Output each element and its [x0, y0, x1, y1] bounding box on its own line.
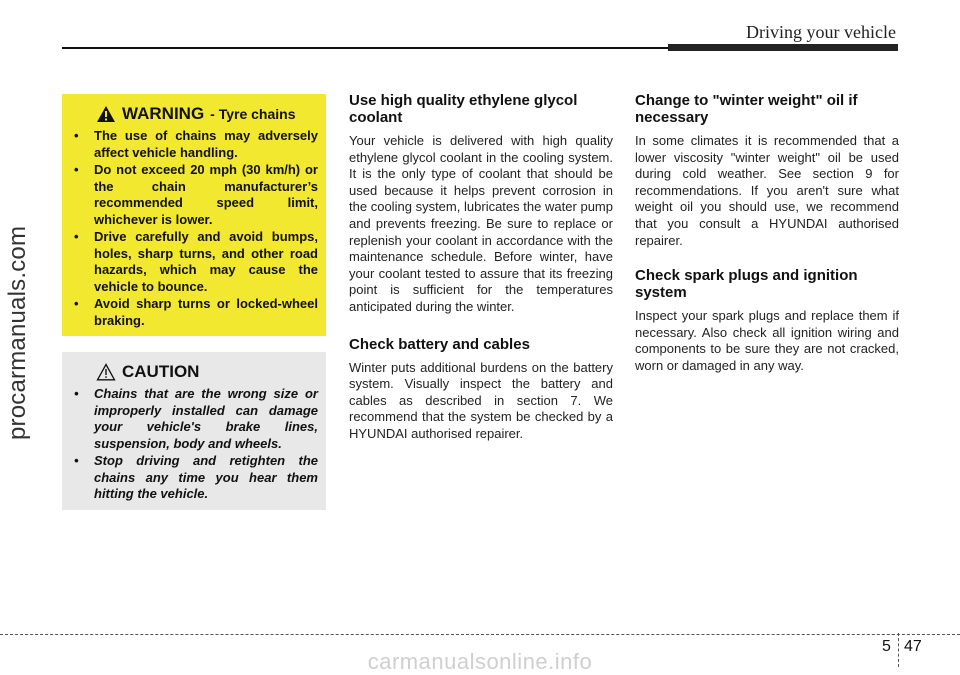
coolant-body: Your vehicle is delivered with high quality ethylene glycol coolant in the cooling system. It is the only type of coolant that should be used because it helps prevent corrosion in the cooling system, lubricates the water pump and prevents freezing. Be sure to replace or replenish your coolant in accordance with the maintenance schedule. Before winter, have your coolant tested to assure that its freezing point is sufficient for the temperatures anticipated during the winter.: [349, 133, 613, 314]
header-accent-bar: [668, 44, 898, 51]
caution-list: [72, 386, 318, 503]
spark-plugs-body: Inspect your spark plugs and replace them if necessary. Also check all ignition wiring and components to be sure they are not cracked, worn or damaged in any way.: [635, 308, 899, 373]
chapter-number: 5: [882, 638, 891, 655]
warning-box: [62, 94, 326, 336]
caution-item: • Stop driving and retighten the chains any time you hear them hitting the vehicle.: [72, 453, 318, 503]
caution-triangle-icon: [96, 363, 116, 381]
warning-item: • Drive carefully and avoid bumps, holes, sharp turns, and other road hazards, which may cause the vehicle to bounce.: [72, 229, 318, 295]
warning-item: • Do not exceed 20 mph (30 km/h) or the chain manufacturer’s recommended speed limit, whichever is lower.: [72, 162, 318, 228]
caution-box: [62, 352, 326, 510]
footer-rule: [0, 634, 960, 635]
bottom-watermark: carmanualsonline.info: [367, 649, 593, 674]
coolant-heading: Use high quality ethylene glycol coolant: [349, 92, 578, 126]
side-watermark: [0, 225, 40, 480]
page-header-title: Driving your vehicle: [746, 22, 896, 42]
warning-subtitle: - Tyre chains: [210, 106, 296, 122]
right-column: [635, 92, 899, 389]
spark-plugs-heading: Check spark plugs and ignition system: [635, 267, 858, 302]
middle-column: [349, 92, 613, 457]
caution-title: CAUTION: [122, 362, 200, 381]
battery-body: Winter puts additional burdens on the battery system. Visually inspect the battery and cables as described in section 7. We recommend that the system be checked by a HYUNDAI authorised repairer.: [349, 359, 613, 441]
page-number: 47: [904, 638, 922, 655]
warning-triangle-icon: [96, 105, 116, 123]
warning-item: • The use of chains may adversely affect vehicle handling.: [72, 128, 318, 161]
warning-list: [72, 128, 318, 329]
oil-heading: Change to "winter weight" oil if necessary: [635, 92, 858, 126]
side-watermark-text: procarmanuals.com: [4, 225, 31, 440]
battery-heading: Check battery and cables: [349, 335, 530, 353]
caution-item: • Chains that are the wrong size or improperly installed can damage your vehicle's brake lines, suspension, body and wheels.: [72, 386, 318, 452]
warning-item: • Avoid sharp turns or locked-wheel braking.: [72, 296, 318, 329]
caution-header: [96, 362, 318, 382]
oil-body: In some climates it is recommended that a lower viscosity "winter weight" oil be used during cold weather. See section 9 for recommendations. If you aren't sure what weight oil you should use, we recommend that you consult a HYUNDAI authorised repairer.: [635, 133, 899, 248]
warning-header: [96, 104, 318, 124]
warning-title: WARNING: [122, 104, 205, 123]
